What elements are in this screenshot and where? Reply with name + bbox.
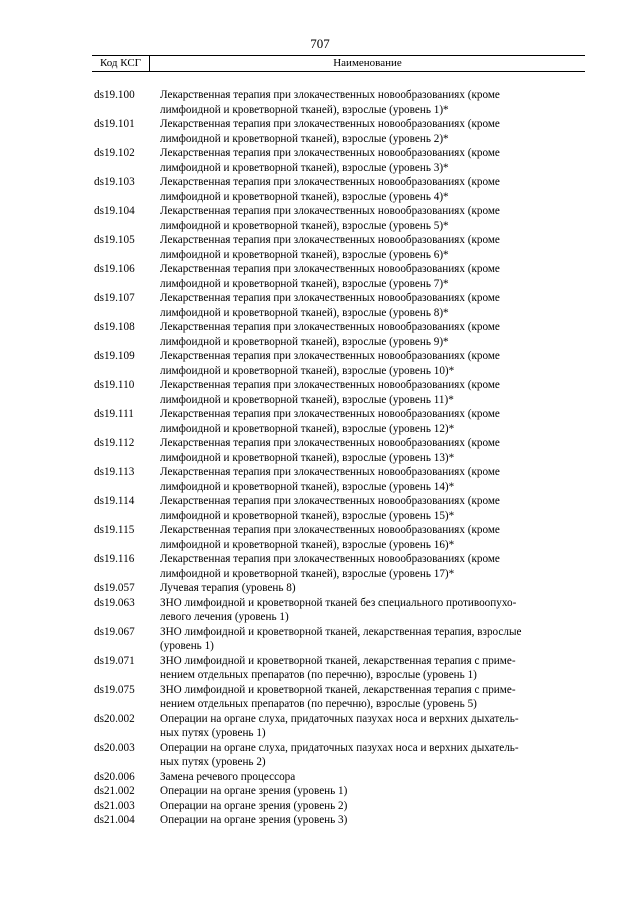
row-name: Операции на органе зрения (уровень 1) [160, 785, 348, 797]
row-name: Операции на органе слуха, придаточных пазухах носа и верхних дыхатель- ных путях (уровень 2) [160, 741, 519, 768]
row-code: ds19.107 [94, 292, 135, 304]
table-row [92, 378, 592, 407]
row-code: ds19.116 [94, 553, 135, 565]
row-name: Замена речевого процессора [160, 770, 296, 783]
row-code: ds21.002 [94, 785, 135, 797]
table-row [92, 784, 592, 799]
table-row [92, 813, 592, 828]
row-code: ds20.003 [94, 741, 135, 754]
row-name: Операции на органе зрения (уровень 3) [160, 814, 348, 826]
row-name: Лекарственная терапия при злокачественных новообразованиях (кроме лимфоидной и кроветворной тканей), взрослые (уровень 14)* [160, 466, 500, 493]
table-row [92, 465, 592, 494]
row-code: ds19.104 [94, 205, 135, 217]
row-name: Лекарственная терапия при злокачественных новообразованиях (кроме лимфоидной и кроветворной тканей), взрослые (уровень 13)* [160, 437, 500, 464]
row-code: ds19.112 [94, 437, 135, 449]
row-name: Операции на органе слуха, придаточных пазухах носа и верхних дыхатель- ных путях (уровень 1) [160, 712, 519, 739]
row-code: ds19.111 [94, 408, 134, 420]
table-header [92, 55, 585, 72]
table-row [92, 741, 592, 770]
row-name: Операции на органе зрения (уровень 2) [160, 799, 348, 812]
row-code: ds19.103 [94, 176, 135, 188]
table-row [92, 117, 592, 146]
table-row [92, 581, 592, 596]
row-name: Лучевая терапия (уровень 8) [160, 582, 296, 594]
table-row [92, 88, 592, 117]
row-code: ds21.004 [94, 814, 135, 826]
row-name: Лекарственная терапия при злокачественных новообразованиях (кроме лимфоидной и кроветворной тканей), взрослые (уровень 17)* [160, 553, 500, 580]
table-row [92, 596, 592, 625]
table-row [92, 407, 592, 436]
row-name: Лекарственная терапия при злокачественных новообразованиях (кроме лимфоидной и кроветворной тканей), взрослые (уровень 2)* [160, 118, 500, 145]
table-row [92, 262, 592, 291]
table-row [92, 799, 592, 814]
table-row [92, 146, 592, 175]
row-name: Лекарственная терапия при злокачественных новообразованиях (кроме лимфоидной и кроветворной тканей), взрослые (уровень 3)* [160, 147, 500, 174]
table-body [92, 88, 592, 828]
table-row [92, 654, 592, 683]
row-code: ds19.075 [94, 683, 135, 696]
row-code: ds19.108 [94, 321, 135, 333]
row-code: ds19.106 [94, 263, 135, 275]
page-number: 707 [310, 36, 330, 51]
table-row [92, 320, 592, 349]
table-row [92, 291, 592, 320]
row-code: ds19.102 [94, 147, 135, 159]
row-code: ds19.071 [94, 654, 135, 667]
row-name: ЗНО лимфоидной и кроветворной тканей, лекарственная терапия с приме- нением отдельных препаратов (по перечню), взрослые (уровень 5) [160, 683, 516, 710]
row-code: ds19.115 [94, 524, 135, 536]
row-name: Лекарственная терапия при злокачественных новообразованиях (кроме лимфоидной и кроветворной тканей), взрослые (уровень 11)* [160, 379, 500, 406]
header-code: Код КСГ [99, 57, 142, 69]
row-code: ds19.113 [94, 466, 135, 478]
table-row [92, 770, 592, 785]
row-name: Лекарственная терапия при злокачественных новообразованиях (кроме лимфоидной и кроветворной тканей), взрослые (уровень 10)* [160, 350, 500, 377]
row-name: ЗНО лимфоидной и кроветворной тканей без специального противоопухо- левого лечения (уровень 1) [160, 596, 517, 623]
row-code: ds19.109 [94, 350, 135, 362]
row-code: ds19.114 [94, 495, 135, 507]
row-code: ds19.067 [94, 625, 135, 638]
row-name: Лекарственная терапия при злокачественных новообразованиях (кроме лимфоидной и кроветворной тканей), взрослые (уровень 15)* [160, 495, 500, 522]
row-code: ds20.002 [94, 712, 135, 725]
table-row [92, 494, 592, 523]
row-name: Лекарственная терапия при злокачественных новообразованиях (кроме лимфоидной и кроветворной тканей), взрослые (уровень 8)* [160, 292, 500, 319]
table-row [92, 204, 592, 233]
row-code: ds19.063 [94, 596, 135, 609]
row-name: Лекарственная терапия при злокачественных новообразованиях (кроме лимфоидной и кроветворной тканей), взрослые (уровень 7)* [160, 263, 500, 290]
row-name: Лекарственная терапия при злокачественных новообразованиях (кроме лимфоидной и кроветворной тканей), взрослые (уровень 5)* [160, 205, 500, 232]
row-name: Лекарственная терапия при злокачественных новообразованиях (кроме лимфоидной и кроветворной тканей), взрослые (уровень 12)* [160, 408, 500, 435]
table-row [92, 233, 592, 262]
row-code: ds19.101 [94, 118, 135, 130]
row-name: Лекарственная терапия при злокачественных новообразованиях (кроме лимфоидной и кроветворной тканей), взрослые (уровень 16)* [160, 524, 500, 551]
row-code: ds20.006 [94, 770, 135, 783]
row-name: Лекарственная терапия при злокачественных новообразованиях (кроме лимфоидной и кроветворной тканей), взрослые (уровень 6)* [160, 234, 500, 261]
row-code: ds19.105 [94, 234, 135, 246]
row-name: Лекарственная терапия при злокачественных новообразованиях (кроме лимфоидной и кроветворной тканей), взрослые (уровень 4)* [160, 176, 500, 203]
row-name: ЗНО лимфоидной и кроветворной тканей, лекарственная терапия с приме- нением отдельных препаратов (по перечню), взрослые (уровень 1) [160, 654, 516, 681]
table-row [92, 683, 592, 712]
row-code: ds19.100 [94, 89, 135, 101]
row-code: ds19.110 [94, 379, 135, 391]
table-row [92, 349, 592, 378]
table-row [92, 175, 592, 204]
row-name: Лекарственная терапия при злокачественных новообразованиях (кроме лимфоидной и кроветворной тканей), взрослые (уровень 9)* [160, 321, 500, 348]
table-row [92, 712, 592, 741]
table-row [92, 552, 592, 581]
row-name: Лекарственная терапия при злокачественных новообразованиях (кроме лимфоидной и кроветворной тканей), взрослые (уровень 1)* [160, 89, 500, 116]
table-row [92, 625, 592, 654]
row-code: ds19.057 [94, 582, 135, 594]
table-row [92, 523, 592, 552]
table-row [92, 436, 592, 465]
row-code: ds21.003 [94, 799, 135, 812]
row-name: ЗНО лимфоидной и кроветворной тканей, лекарственная терапия, взрослые (уровень 1) [160, 625, 522, 652]
header-name: Наименование [333, 57, 402, 69]
